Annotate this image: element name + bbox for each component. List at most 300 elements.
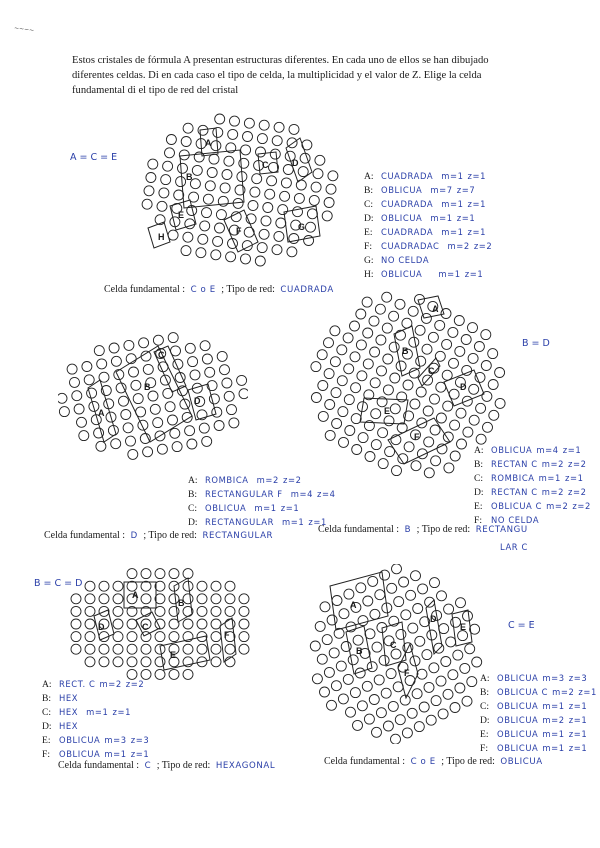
lattice-atom — [211, 581, 221, 591]
crystal2-row-D: D: RECTANGULAR m=1 z=1 — [188, 517, 327, 528]
lattice-atom — [339, 437, 349, 447]
svg-text:E: E — [384, 406, 391, 416]
lattice-atom — [439, 624, 449, 634]
lattice-atom — [455, 346, 465, 356]
lattice-atom — [133, 394, 143, 404]
lattice-atom — [363, 359, 373, 369]
lattice-atom — [368, 576, 378, 586]
crystal4-row-F: F: OBLICUA m=1 z=1 — [42, 749, 150, 760]
lattice-atom — [407, 708, 417, 718]
lattice-atom — [428, 332, 438, 342]
lattice-atom — [272, 136, 282, 146]
lattice-atom — [216, 210, 226, 220]
lattice-atom — [430, 425, 440, 435]
crystal4-note: B = C = D — [34, 578, 83, 589]
lattice-atom — [337, 345, 347, 355]
crystal2-row-C: C: OBLICUA m=1 z=1 — [188, 503, 300, 514]
svg-text:C: C — [158, 350, 165, 360]
lattice-atom — [463, 611, 473, 621]
lattice-atom — [495, 398, 505, 408]
svg-text:B: B — [402, 346, 409, 356]
lattice-atom — [495, 368, 505, 378]
lattice-atom — [357, 701, 367, 711]
lattice-atom — [113, 657, 123, 667]
crystal3-row-A: A: OBLICUA m=4 z=1 — [474, 445, 582, 456]
lattice-atom — [376, 708, 386, 718]
lattice-atom — [372, 642, 382, 652]
crystal4-row-D: D: HEX — [42, 721, 79, 732]
svg-text:E: E — [460, 622, 467, 632]
lattice-atom — [239, 632, 249, 642]
lattice-atom — [224, 391, 234, 401]
lattice-atom — [409, 337, 419, 347]
lattice-atom — [330, 326, 340, 336]
lattice-atom — [356, 340, 366, 350]
lattice-atom — [370, 609, 380, 619]
lattice-atom — [317, 654, 327, 664]
lattice-atom — [461, 335, 471, 345]
lattice-atom — [410, 399, 420, 409]
lattice-atom — [442, 339, 452, 349]
crystal2-lattice-figure — [58, 330, 248, 465]
lattice-atom — [437, 591, 447, 601]
lattice-atom — [183, 619, 193, 629]
crystal1-summary: Celda fundamental : C o E ; Tipo de red: CUADRADA — [104, 284, 334, 295]
lattice-atom — [211, 250, 221, 260]
crystal3-row-B: B: RECTAN C m=2 z=2 — [474, 459, 587, 470]
lattice-atom — [79, 431, 89, 441]
lattice-atom — [311, 362, 321, 372]
lattice-atom — [188, 357, 198, 367]
lattice-atom — [350, 688, 360, 698]
lattice-atom — [141, 657, 151, 667]
lattice-atom — [127, 632, 137, 642]
crystal5-row-B: B: OBLICUA C m=2 z=1 — [480, 687, 597, 698]
lattice-atom — [127, 657, 137, 667]
lattice-atom — [371, 440, 381, 450]
lattice-atom — [338, 407, 348, 417]
lattice-atom — [441, 657, 451, 667]
crystal3-celda-value: B — [404, 525, 412, 535]
svg-text:C: C — [390, 640, 397, 650]
lattice-atom — [70, 377, 80, 387]
lattice-atom — [198, 234, 208, 244]
lattice-atom — [84, 375, 94, 385]
lattice-atom — [356, 583, 366, 593]
lattice-atom — [185, 426, 195, 436]
lattice-atom — [99, 657, 109, 667]
lattice-atom — [161, 175, 171, 185]
lattice-atom — [332, 419, 342, 429]
lattice-atom — [85, 581, 95, 591]
lattice-atom — [391, 734, 401, 744]
crystal3-row-E: E: OBLICUA C m=2 z=2 — [474, 501, 591, 512]
lattice-atom — [109, 343, 119, 353]
lattice-atom — [207, 168, 217, 178]
svg-text:A: A — [432, 304, 439, 314]
svg-text:A: A — [132, 590, 139, 600]
lattice-atom — [362, 297, 372, 307]
lattice-atom — [356, 309, 366, 319]
lattice-atom — [322, 211, 332, 221]
lattice-atom — [289, 124, 299, 134]
lattice-atom — [225, 606, 235, 616]
lattice-atom — [174, 190, 184, 200]
svg-text:C: C — [262, 160, 269, 170]
lattice-atom — [327, 700, 337, 710]
lattice-atom — [358, 433, 368, 443]
lattice-atom — [415, 325, 425, 335]
lattice-atom — [239, 619, 249, 629]
lattice-atom — [412, 689, 422, 699]
lattice-atom — [265, 189, 275, 199]
lattice-atom — [139, 338, 149, 348]
lattice-atom — [239, 606, 249, 616]
lattice-atom — [185, 343, 195, 353]
lattice-atom — [272, 245, 282, 255]
lattice-atom — [187, 439, 197, 449]
crystal5-red-value: OBLICUA — [500, 757, 543, 767]
lattice-atom — [82, 362, 92, 372]
lattice-atom — [228, 129, 238, 139]
lattice-atom — [211, 619, 221, 629]
lattice-atom — [381, 688, 391, 698]
crystal3-row-C: C: ROMBICA m=1 z=1 — [474, 473, 584, 484]
lattice-atom — [211, 657, 221, 667]
lattice-atom — [436, 676, 446, 686]
lattice-atom — [426, 715, 436, 725]
lattice-atom — [388, 701, 398, 711]
lattice-atom — [181, 137, 191, 147]
lattice-atom — [113, 606, 123, 616]
lattice-atom — [153, 418, 163, 428]
lattice-atom — [331, 388, 341, 398]
lattice-atom — [329, 648, 339, 658]
lattice-atom — [165, 402, 175, 412]
lattice-atom — [150, 404, 160, 414]
lattice-atom — [330, 357, 340, 367]
lattice-atom — [457, 439, 467, 449]
lattice-atom — [383, 354, 393, 364]
crystal1-row-G: G: NO CELDA — [364, 255, 430, 266]
lattice-atom — [287, 247, 297, 257]
lattice-atom — [369, 695, 379, 705]
svg-text:B: B — [144, 382, 151, 392]
lattice-atom — [417, 418, 427, 428]
crystal4-red-value: HEXAGONAL — [215, 761, 276, 771]
lattice-atom — [396, 330, 406, 340]
lattice-atom — [205, 181, 215, 191]
lattice-atom — [225, 644, 235, 654]
lattice-atom — [202, 354, 212, 364]
lattice-atom — [324, 198, 334, 208]
crystal5-row-A: A: OBLICUA m=3 z=3 — [480, 673, 588, 684]
lattice-atom — [307, 209, 317, 219]
lattice-atom — [369, 316, 379, 326]
lattice-atom — [281, 178, 291, 188]
crystal1-row-D: D: OBLICUA m=1 z=1 — [364, 213, 476, 224]
lattice-atom — [129, 367, 139, 377]
crystal4-row-B: B: HEX — [42, 693, 79, 704]
lattice-atom — [211, 141, 221, 151]
lattice-atom — [252, 174, 262, 184]
svg-text:B: B — [186, 172, 193, 182]
svg-text:E: E — [170, 650, 177, 660]
lattice-atom — [74, 404, 84, 414]
svg-text:D: D — [460, 382, 467, 392]
lattice-atom — [454, 316, 464, 326]
lattice-atom — [85, 594, 95, 604]
lattice-atom — [324, 338, 334, 348]
lattice-atom — [99, 581, 109, 591]
lattice-atom — [353, 720, 363, 730]
lattice-atom — [449, 358, 459, 368]
lattice-atom — [199, 423, 209, 433]
intro-line-2: diferentes celdas. Di en cada caso el tipo de celda, la multiplicidad y el valor de Z. Elige la celda — [72, 70, 482, 81]
lattice-atom — [225, 581, 235, 591]
crystal1-row-F: F: CUADRADAC m=2 z=2 — [364, 241, 493, 252]
lattice-atom — [411, 461, 421, 471]
svg-text:E: E — [178, 210, 185, 220]
crystal4-celda-value: C — [144, 761, 152, 771]
crystal2-celda-value: D — [130, 531, 138, 541]
lattice-atom — [488, 380, 498, 390]
lattice-atom — [200, 221, 210, 231]
lattice-atom — [113, 619, 123, 629]
lattice-atom — [141, 644, 151, 654]
lattice-atom — [343, 674, 353, 684]
lattice-atom — [328, 171, 338, 181]
lattice-atom — [97, 359, 107, 369]
lattice-atom — [192, 165, 202, 175]
lattice-atom — [320, 602, 330, 612]
lattice-atom — [458, 631, 468, 641]
lattice-atom — [348, 655, 358, 665]
svg-text:C: C — [428, 366, 435, 376]
lattice-atom — [370, 378, 380, 388]
lattice-atom — [469, 415, 479, 425]
lattice-atom — [77, 417, 87, 427]
svg-text:D: D — [98, 622, 105, 632]
lattice-atom — [430, 394, 440, 404]
lattice-atom — [113, 644, 123, 654]
lattice-atom — [389, 311, 399, 321]
lattice-atom — [111, 439, 121, 449]
lattice-atom — [336, 661, 346, 671]
lattice-atom — [276, 218, 286, 228]
lattice-atom — [172, 442, 182, 452]
lattice-atom — [241, 145, 251, 155]
lattice-atom — [435, 320, 445, 330]
crystal5-row-C: C: OBLICUA m=1 z=1 — [480, 701, 588, 712]
lattice-atom — [126, 436, 136, 446]
lattice-atom — [71, 632, 81, 642]
crystal1-note: A = C = E — [70, 152, 118, 163]
crystal1-celda-value: C o E — [190, 285, 216, 295]
lattice-atom — [155, 632, 165, 642]
lattice-atom — [148, 391, 158, 401]
lattice-atom — [229, 418, 239, 428]
lattice-atom — [488, 349, 498, 359]
lattice-atom — [85, 632, 95, 642]
lattice-atom — [344, 589, 354, 599]
lattice-atom — [370, 347, 380, 357]
lattice-atom — [197, 606, 207, 616]
lattice-atom — [438, 709, 448, 719]
lattice-atom — [424, 682, 434, 692]
lattice-atom — [230, 116, 240, 126]
lattice-atom — [399, 577, 409, 587]
lattice-atom — [220, 183, 230, 193]
lattice-atom — [157, 201, 167, 211]
lattice-atom — [99, 644, 109, 654]
lattice-atom — [448, 327, 458, 337]
lattice-atom — [181, 246, 191, 256]
lattice-atom — [425, 597, 435, 607]
lattice-atom — [401, 610, 411, 620]
lattice-atom — [274, 122, 284, 132]
lattice-atom — [390, 404, 400, 414]
lattice-atom — [481, 330, 491, 340]
lattice-atom — [250, 187, 260, 197]
lattice-atom — [371, 409, 381, 419]
lattice-atom — [99, 594, 109, 604]
lattice-atom — [197, 619, 207, 629]
lattice-atom — [462, 696, 472, 706]
lattice-atom — [259, 229, 269, 239]
lattice-atom — [365, 452, 375, 462]
lattice-atom — [211, 632, 221, 642]
lattice-atom — [241, 254, 251, 264]
lattice-atom — [310, 641, 320, 651]
crystal3-note: B = D — [522, 338, 550, 349]
lattice-atom — [214, 421, 224, 431]
lattice-atom — [389, 342, 399, 352]
lattice-atom — [320, 687, 330, 697]
lattice-atom — [318, 381, 328, 391]
lattice-atom — [311, 182, 321, 192]
lattice-atom — [414, 722, 424, 732]
crystal2-row-B: B: RECTANGULAR F m=4 z=4 — [188, 489, 336, 500]
lattice-atom — [168, 333, 178, 343]
lattice-atom — [71, 619, 81, 629]
lattice-atom — [475, 372, 485, 382]
lattice-atom — [322, 635, 332, 645]
lattice-atom — [351, 383, 361, 393]
lattice-atom — [222, 378, 232, 388]
lattice-atom — [131, 380, 141, 390]
lattice-atom — [396, 629, 406, 639]
lattice-atom — [443, 689, 453, 699]
lattice-atom — [391, 649, 401, 659]
lattice-atom — [224, 156, 234, 166]
lattice-atom — [350, 321, 360, 331]
lattice-atom — [170, 428, 180, 438]
svg-text:B: B — [178, 598, 185, 608]
lattice-atom — [157, 444, 167, 454]
lattice-atom — [248, 201, 258, 211]
lattice-atom — [203, 194, 213, 204]
crystal2-row-A: A: ROMBICA m=2 z=2 — [188, 475, 302, 486]
lattice-atom — [363, 328, 373, 338]
lattice-atom — [143, 364, 153, 374]
crystal2-summary: Celda fundamental : D ; Tipo de red: RECTANGULAR — [44, 530, 274, 541]
svg-text:A: A — [350, 600, 357, 610]
lattice-atom — [259, 120, 269, 130]
lattice-atom — [326, 184, 336, 194]
lattice-atom — [431, 696, 441, 706]
lattice-atom — [364, 714, 374, 724]
lattice-atom — [267, 176, 277, 186]
lattice-atom — [379, 655, 389, 665]
lattice-atom — [416, 387, 426, 397]
lattice-atom — [417, 669, 427, 679]
lattice-atom — [169, 569, 179, 579]
crystal1-red-value: CUADRADA — [280, 285, 334, 295]
lattice-atom — [406, 590, 416, 600]
crystal2-red-value: RECTANGULAR — [202, 531, 274, 541]
lattice-atom — [456, 598, 466, 608]
lattice-atom — [127, 644, 137, 654]
lattice-atom — [434, 643, 444, 653]
lattice-atom — [148, 159, 158, 169]
lattice-atom — [196, 248, 206, 258]
svg-text:D: D — [292, 158, 299, 168]
lattice-atom — [225, 594, 235, 604]
lattice-atom — [212, 407, 222, 417]
lattice-atom — [332, 596, 342, 606]
lattice-atom — [469, 384, 479, 394]
lattice-atom — [306, 222, 316, 232]
lattice-atom — [315, 621, 325, 631]
lattice-atom — [363, 596, 373, 606]
lattice-atom — [213, 236, 223, 246]
lattice-atom — [395, 715, 405, 725]
lattice-atom — [183, 581, 193, 591]
intro-text — [72, 53, 562, 98]
corner-scribble: ~~~~ — [13, 24, 35, 35]
lattice-atom — [183, 594, 193, 604]
lattice-atom — [205, 367, 215, 377]
crystal1-row-B: B: OBLICUA m=7 z=7 — [364, 185, 476, 196]
crystal3-red-value-line2: LAR C — [500, 542, 528, 552]
lattice-atom — [261, 216, 271, 226]
svg-text:F: F — [224, 630, 230, 640]
lattice-atom — [424, 437, 434, 447]
lattice-atom — [375, 304, 385, 314]
lattice-atom — [416, 356, 426, 366]
lattice-atom — [345, 426, 355, 436]
lattice-atom — [163, 161, 173, 171]
crystal4-row-E: E: OBLICUA m=3 z=3 — [42, 735, 150, 746]
lattice-atom — [436, 413, 446, 423]
lattice-atom — [113, 581, 123, 591]
crystal3-row-D: D: RECTAN C m=2 z=2 — [474, 487, 587, 498]
lattice-atom — [429, 663, 439, 673]
intro-line-1: Estos cristales de fórmula A presentan estructuras diferentes. En cada uno de ellos se han dibujado — [72, 55, 489, 66]
lattice-atom — [444, 604, 454, 614]
lattice-atom — [141, 569, 151, 579]
lattice-atom — [222, 170, 232, 180]
lattice-atom — [198, 125, 208, 135]
crystal5-summary: Celda fundamental : C o E ; Tipo de red: OBLICUA — [324, 756, 543, 767]
lattice-atom — [465, 644, 475, 654]
lattice-atom — [94, 346, 104, 356]
lattice-atom — [453, 650, 463, 660]
lattice-atom — [239, 644, 249, 654]
lattice-atom — [481, 361, 491, 371]
lattice-atom — [85, 606, 95, 616]
